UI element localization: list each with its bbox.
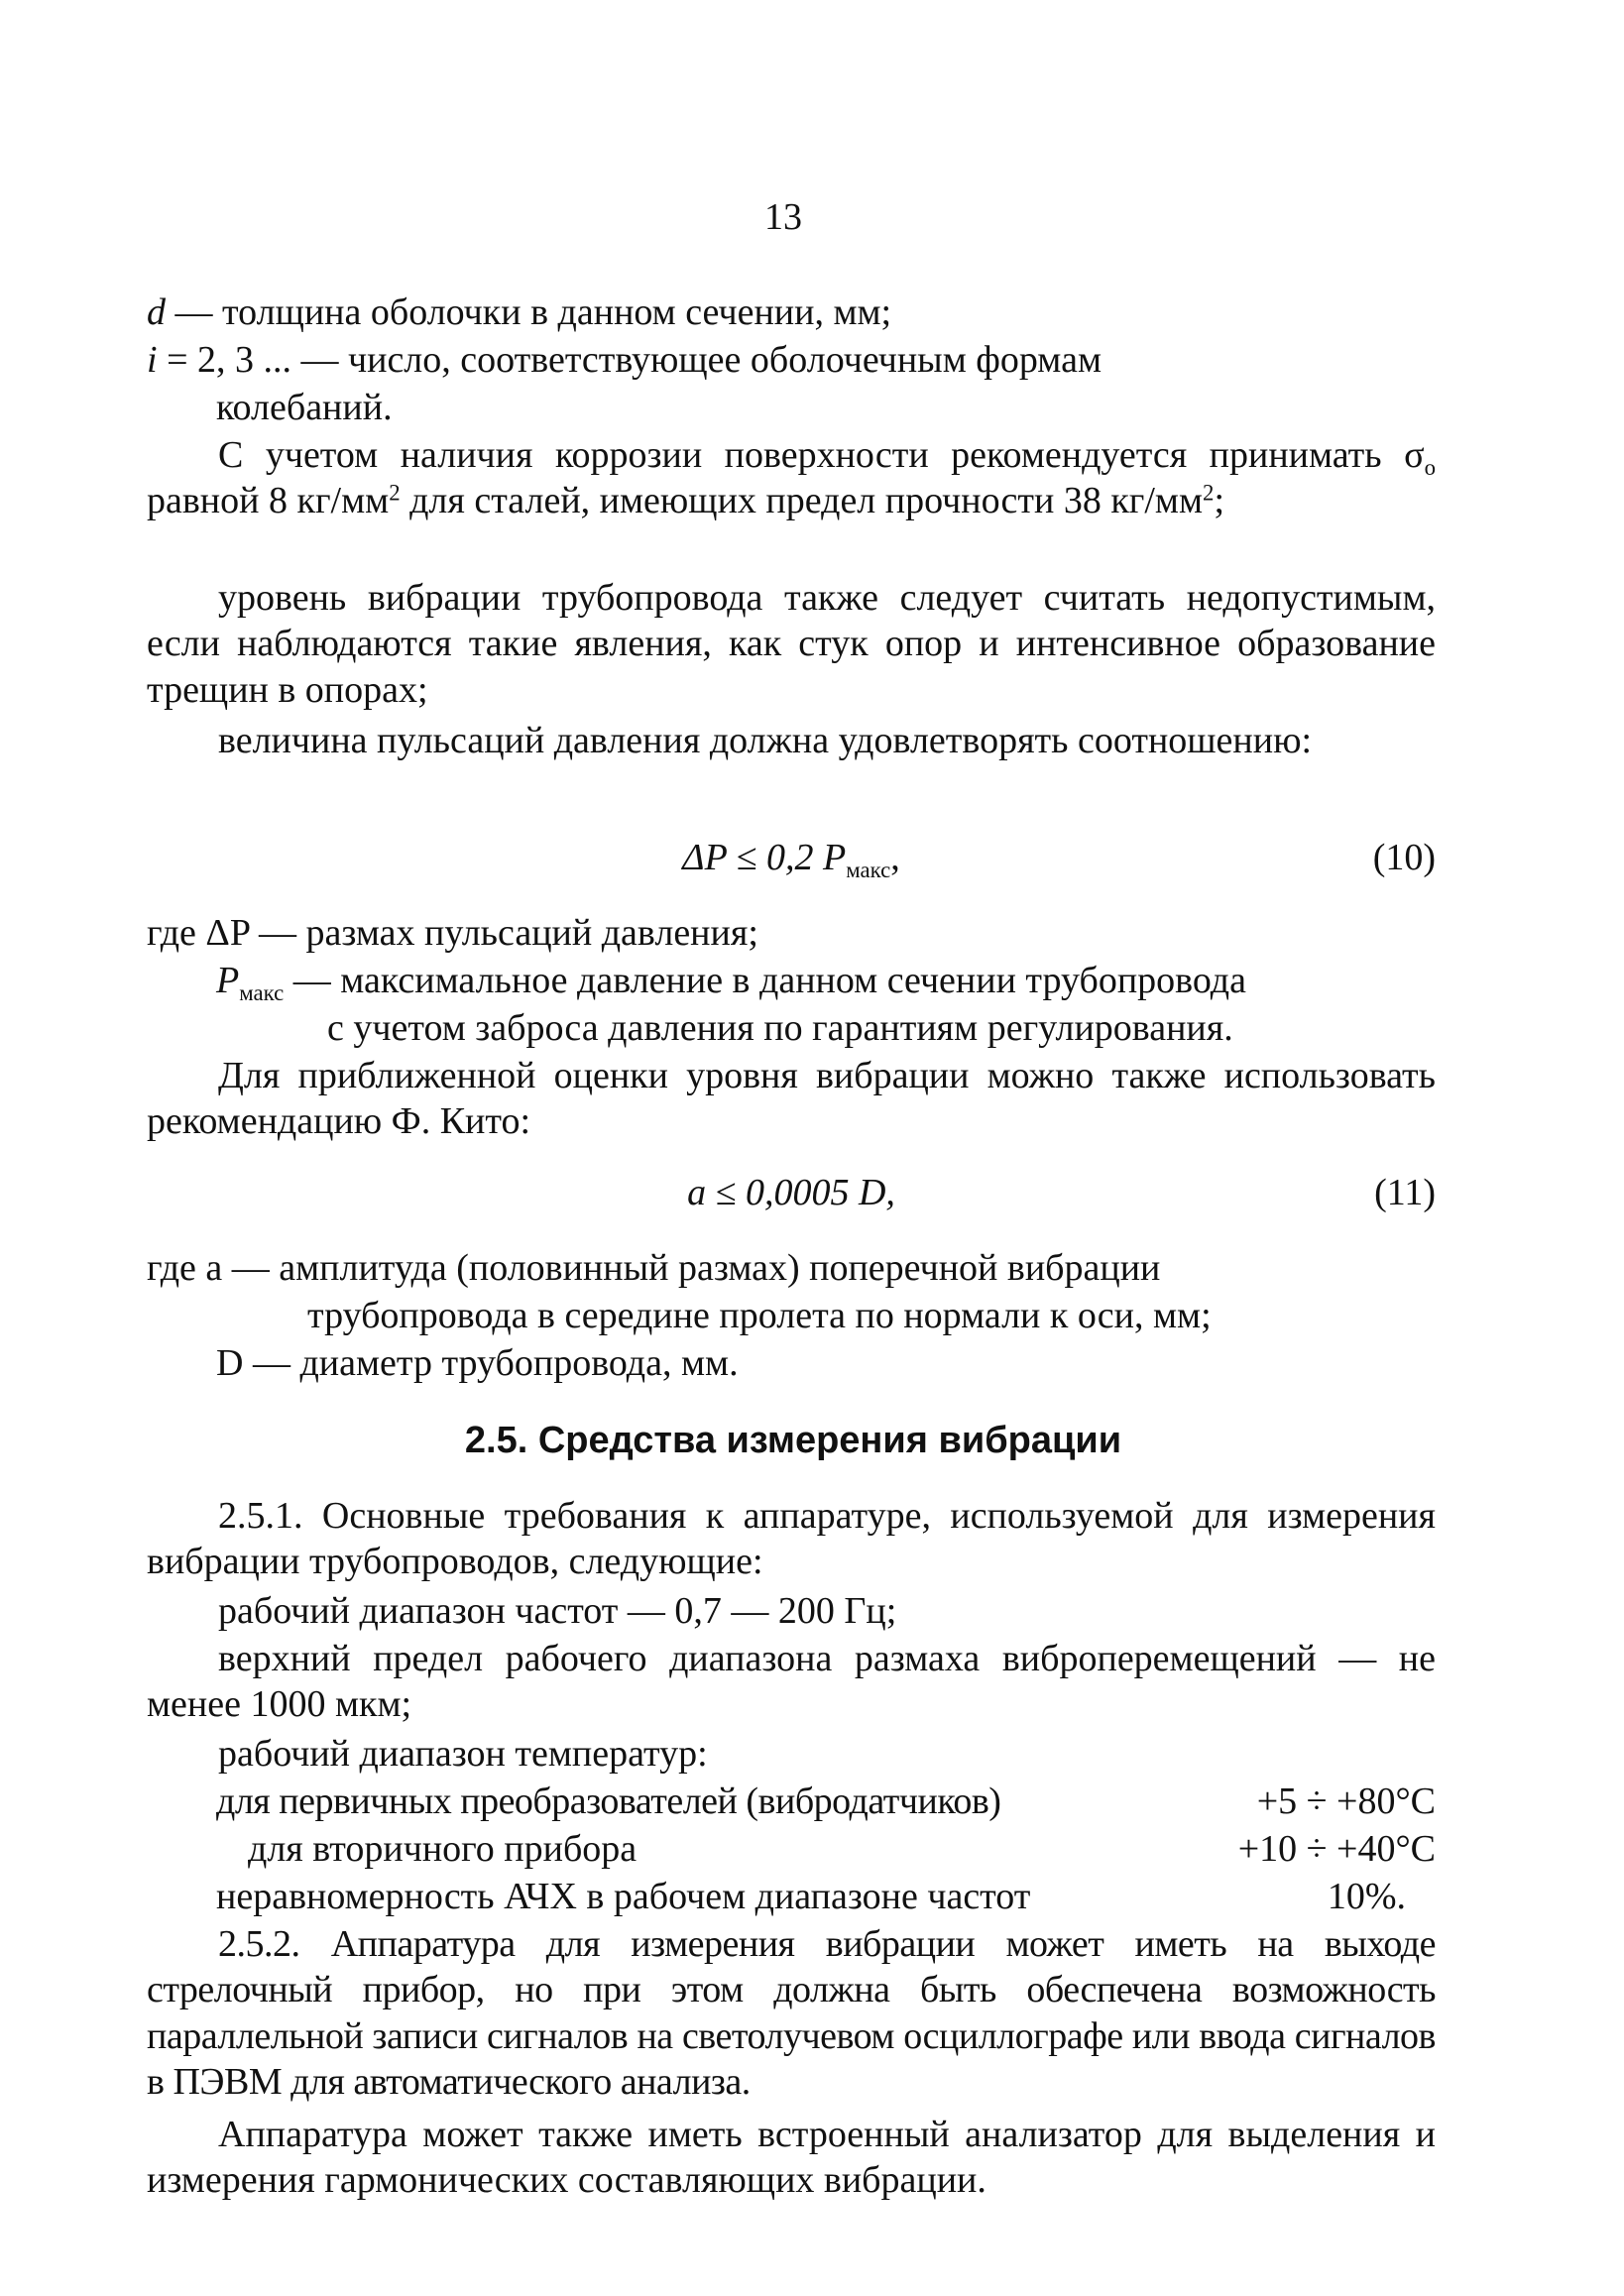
symbol-p: P: [216, 960, 240, 1001]
symbol-p-subscript: макс: [239, 979, 285, 1005]
where-amplitude: где a — амплитуда (половинный размах) поперечной вибрации: [147, 1247, 1161, 1289]
temperature-row-secondary-label: для вторичного прибора: [248, 1828, 638, 1870]
formula-10-tail: ,: [890, 837, 900, 878]
formula-10: [147, 835, 1436, 880]
temperature-row-secondary-value: +10 ÷ +40°С: [1237, 1828, 1436, 1870]
definition-i: [147, 337, 1436, 383]
corrosion-text-a: С учетом наличия коррозии поверхности рекомендуется принимать σ: [218, 434, 1425, 476]
section-heading: 2.5. Средства измерения вибрации: [464, 1420, 1122, 1461]
formula-11-row: [147, 1170, 1436, 1219]
paragraph-2-5-2: 2.5.2. Аппаратура для измерения вибрации может иметь на выходе стрелочный прибор, но при этом должна быть обеспечена возможность параллельной записи сигналов на светолучевом осциллографе или ввода сигналов в ПЭВМ для автоматического анализа.: [147, 1923, 1436, 2104]
corrosion-text-d: ;: [1214, 480, 1224, 522]
where-diameter: D — диаметр трубопровода, мм.: [216, 1342, 739, 1384]
temperature-row-primary-value: +5 ÷ +80°С: [1256, 1780, 1436, 1822]
symbol-d: d: [147, 291, 166, 333]
requirement-frequency: рабочий диапазон частот — 0,7 — 200 Гц;: [218, 1590, 897, 1632]
formula-10-subscript: макс: [846, 857, 891, 882]
temperature-row-primary-label: для первичных преобразователей (вибродатчиков): [216, 1780, 1001, 1822]
unit-superscript-2: 2: [1203, 480, 1215, 506]
nonuniformity-value: 10%.: [1327, 1876, 1406, 1917]
paragraph-pulsation: величина пульсаций давления должна удовлетворять соотношению:: [218, 720, 1313, 761]
symbol-i: i: [147, 339, 158, 381]
temperature-row-primary: [216, 1779, 1436, 1824]
requirement-upper-limit: верхний предел рабочего диапазона размаха виброперемещений — не менее 1000 мкм;: [147, 1638, 1436, 1726]
formula-10-expression: ΔP ≤ 0,2 P: [682, 837, 847, 878]
definition-d: [147, 289, 1436, 335]
requirement-temperature: рабочий диапазон температур:: [218, 1733, 708, 1775]
definition-i-continuation: колебаний.: [216, 387, 393, 428]
paragraph-2-5-1: 2.5.1. Основные требования к аппаратуре, используемой для измерения вибрации трубопроводов, следующие:: [147, 1495, 1436, 1583]
where-delta-p: где ΔP — размах пульсаций давления;: [147, 912, 758, 954]
formula-11-number: (11): [1374, 1172, 1436, 1213]
temperature-row-secondary: [248, 1826, 1436, 1872]
definition-d-text: — толщина оболочки в данном сечении, мм;: [166, 291, 892, 333]
formula-11: a ≤ 0,0005 D,: [687, 1172, 895, 1213]
formula-10-number: (10): [1372, 837, 1436, 878]
page-number: 13: [764, 196, 802, 238]
unit-superscript-1: 2: [389, 480, 401, 506]
nonuniformity-row: [216, 1874, 1406, 1919]
corrosion-text-b: равной 8 кг/мм: [147, 480, 390, 522]
definition-pmax-continuation: с учетом заброса давления по гарантиям регулирования.: [327, 1007, 1233, 1049]
paragraph-analyzer: Аппаратура может также иметь встроенный анализатор для выделения и измерения гармонических составляющих вибрации.: [147, 2114, 1436, 2202]
definition-pmax-text: — максимальное давление в данном сечении трубопровода: [284, 960, 1246, 1001]
definition-pmax: [216, 958, 1436, 1003]
definition-i-text: = 2, 3 ... — число, соответствующее оболочечным формам: [157, 339, 1102, 381]
paragraph-vibration-level: уровень вибрации трубопровода также следует считать недопустимым, если наблюдаются такие явления, как стук опор и интенсивное образование трещин в опорах;: [147, 577, 1436, 711]
paragraph-kito: Для приближенной оценки уровня вибрации можно также использовать рекомендацию Ф. Кито:: [147, 1055, 1436, 1143]
where-amplitude-continuation: трубопровода в середине пролета по нормали к оси, мм;: [307, 1295, 1212, 1336]
sigma-subscript: о: [1424, 454, 1436, 480]
paragraph-corrosion: [147, 432, 1436, 524]
corrosion-text-c: для сталей, имеющих предел прочности 38 кг/мм: [400, 480, 1204, 522]
nonuniformity-label: неравномерность АЧХ в рабочем диапазоне частот: [216, 1876, 1031, 1917]
formula-10-row: [147, 835, 1436, 884]
